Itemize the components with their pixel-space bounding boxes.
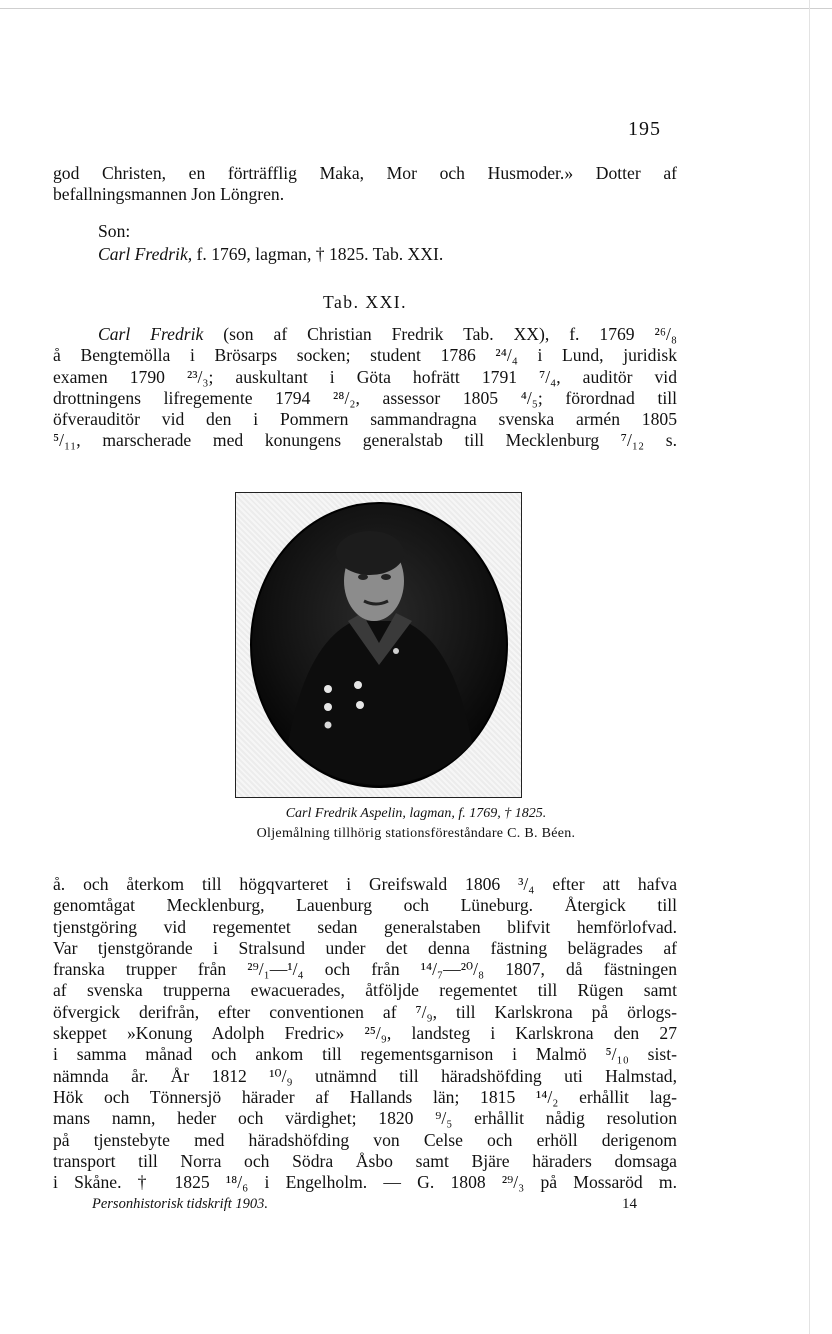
- main-paragraph-line-4: drottningens lifregemente 1794 ²⁸/₂, assessor 1805 ⁴/₅; förordnad till: [53, 387, 677, 408]
- continuation-line-5: franska trupper från ²⁹/₁—¹/₄ och från ¹⁴/₇—²⁰/₈ 1807, då fästningen: [53, 959, 677, 980]
- coat-button-5: [356, 701, 364, 709]
- main-paragraph-line-3: examen 1790 ²³/₃; auskultant i Göta hofrätt 1791 ⁷/₄, auditör vid: [53, 366, 677, 387]
- footer-sheet-number: 14: [622, 1196, 637, 1212]
- main-paragraph-line-2: å Bengtemölla i Brösarps socken; student 1786 ²⁴/₄ i Lund, juridisk: [53, 345, 677, 366]
- continuation-line-1: å. och återkom till högqvarteret i Greifswald 1806 ³/₄ efter att hafva: [53, 874, 677, 894]
- son-entry: [98, 244, 618, 265]
- continuation-line-10: nämnda år. År 1812 ¹⁰/₉ utnämnd till häradshöfding uti Halmstad,: [53, 1065, 677, 1086]
- son-name: Carl Fredrik,: [98, 244, 193, 264]
- main-paragraph-name: Carl Fredrik: [98, 324, 204, 344]
- coat-button-1: [324, 685, 332, 693]
- continuation-paragraph: [53, 874, 677, 1193]
- continuation-line-6: af svenska trupperna ewacuerades, åtföljde regementet till Rügen samt: [53, 980, 677, 1001]
- tab-heading: Tab. XXI.: [322, 292, 408, 312]
- main-paragraph-line-1: Carl Fredrik (son af Christian Fredrik Tab. XX), f. 1769 ²⁶/₈: [98, 324, 677, 344]
- continuation-line-15: i Skåne. † 1825 ¹⁸/₆ i Engelholm. — G. 1808 ²⁹/₃ på Mossaröd m.: [53, 1172, 677, 1193]
- main-paragraph-line-6: ⁵/₁₁, marscherade med konungens generalstab till Mecklenburg ⁷/₁₂ s.: [53, 430, 677, 451]
- continuation-line-8: skeppet »Konung Adolph Fredric» ²⁵/₉, landsteg i Karlskrona den 27: [53, 1023, 677, 1044]
- footer-journal-title: Personhistorisk tidskrift 1903.: [92, 1196, 269, 1212]
- continuation-line-13: på tjenstebyte med häradshöfding von Celse och erhöll derigenom: [53, 1129, 677, 1150]
- portrait-hair: [336, 531, 404, 575]
- portrait-eye-left: [358, 574, 368, 580]
- portrait-credit: Oljemålning tillhörig stationsföreståndare C. B. Béen.: [256, 826, 576, 841]
- continuation-line-12: mans namn, heder och värdighet; 1820 ⁹/₅ erhållit nådig resolution: [53, 1108, 677, 1129]
- top-paragraph-line-2: befallningsmannen Jon Löngren.: [53, 184, 285, 205]
- coat-button-6: [393, 648, 399, 654]
- top-scan-edge: [0, 8, 832, 9]
- portrait-illustration: [236, 493, 521, 797]
- continuation-line-3: tjenstgöring vid regementet sedan generalstaben blifvit hemförlofvad.: [53, 916, 677, 937]
- son-details: f. 1769, lagman, † 1825. Tab. XXI.: [192, 244, 444, 264]
- main-paragraph-line-5: öfverauditör vid den i Pommern sammandragna svenska armén 1805: [53, 409, 677, 430]
- page-number: 195: [628, 118, 661, 140]
- coat-button-2: [324, 703, 332, 711]
- right-scan-edge: [809, 0, 810, 1334]
- continuation-line-7: öfvergick derifrån, efter conventionen af ⁷/₉, till Karlskrona på örlogs-: [53, 1001, 677, 1022]
- portrait-image: [235, 492, 522, 798]
- main-paragraph: [53, 324, 677, 452]
- continuation-line-2: genomtågat Mecklenburg, Lauenburg och Lüneburg. Återgick till: [53, 895, 677, 916]
- top-paragraph-line-1: god Christen, en förträfflig Maka, Mor och Husmoder.» Dotter af: [53, 163, 677, 183]
- continuation-line-4: Var tjenstgörande i Stralsund under det denna fästning belägrades af: [53, 937, 677, 958]
- coat-button-4: [354, 681, 362, 689]
- continuation-line-14: transport till Norra och Södra Åsbo samt Bjäre häraders domsaga: [53, 1150, 677, 1171]
- top-paragraph: [53, 163, 677, 206]
- continuation-line-11: Hök och Tönnersjö härader af Hallands län; 1815 ¹⁴/₂ erhållit lag-: [53, 1086, 677, 1107]
- coat-button-3: [325, 722, 332, 729]
- continuation-line-9: i samma månad och ankom till regementsgarnison i Malmö ⁵/₁₀ sist-: [53, 1044, 677, 1065]
- portrait-caption: Carl Fredrik Aspelin, lagman, f. 1769, † 1825.: [285, 806, 547, 821]
- son-label: Son:: [98, 221, 131, 241]
- portrait-eye-right: [381, 574, 391, 580]
